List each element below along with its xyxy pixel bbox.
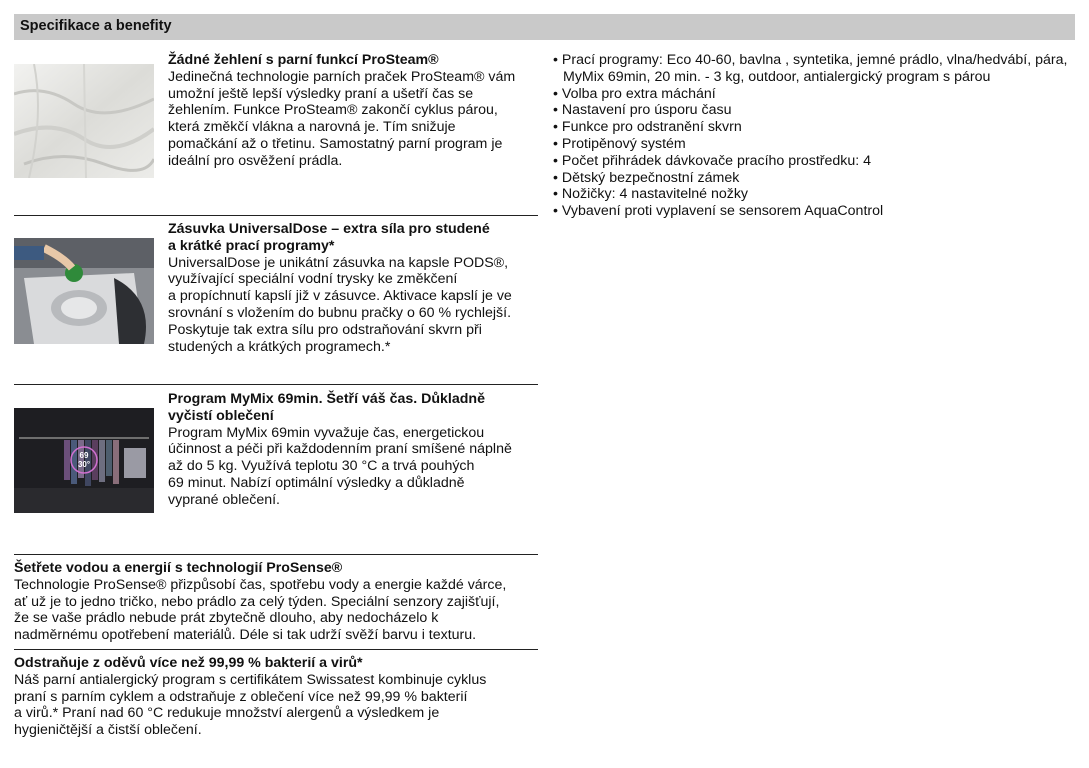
feature-image-universaldose [14,238,154,344]
feature-line: která změkčí vlákna a narovná je. Tím snižuje [168,119,456,136]
feature-line: ideální pro osvěžení prádla. [168,152,343,169]
section-header [14,14,1075,40]
feature-line: vyprané oblečení. [168,491,280,508]
spec-item: • Volba pro extra máchání [553,86,1073,103]
spec-item: • Vybavení proti vyplavení se sensorem AquaControl [553,203,1073,220]
block-line: praní s parním cyklem a odstraňuje z oblečení více než 99,99 % bakterií [14,688,468,705]
block-title: Odstraňuje z oděvů více než 99,99 % bakterií a virů* [14,655,363,671]
block-antibacterial [14,655,538,739]
feature-title: Zásuvka UniversalDose – extra síla pro studené [168,221,490,237]
spec-item: • Nožičky: 4 nastavitelné nožky [553,186,1073,203]
mymix-badge [72,451,96,469]
spec-list [553,52,1073,220]
divider [14,384,538,385]
feature-line: pomačkání až o třetinu. Samostatný parní program je [168,135,503,152]
block-line: hygieničtější a čistší oblečení. [14,722,202,739]
divider [14,649,538,650]
feature-line: UniversalDose je unikátní zásuvka na kapsle PODS®, [168,254,509,271]
feature-text-prosteam [168,52,540,170]
badge-temp: 30° [77,460,91,469]
feature-line: a propíchnutí kapslí již v zásuvce. Aktivace kapslí je ve [168,288,512,305]
spec-item: • Dětský bezpečnostní zámek [553,170,1073,187]
block-line: a virů.* Praní nad 60 °C redukuje množství alergenů a výsledkem je [14,705,440,722]
feature-line: účinnost a péči při každodenním praní smíšené náplně [168,441,512,458]
block-line: ať už je to jedno tričko, nebo prádlo za celý týden. Speciální senzory zajišťují, [14,593,500,610]
feature-line: až do 5 kg. Využívá teplotu 30 °C a trvá pouhých [168,458,475,475]
spec-item: • Nastavení pro úsporu času [553,102,1073,119]
spec-item: • Prací programy: Eco 40-60, bavlna , syntetika, jemné prádlo, vlna/hedvábí, pára, MyMix 69min, 20 min. - 3 kg, outdoor, antialergický program s párou [553,52,1073,86]
block-title: Šetřete vodou a energií s technologií ProSense® [14,560,343,576]
feature-line: srovnání s vložením do bubnu pračky o 60 % rychlejší. [168,304,512,321]
feature-line: žehlením. Funkce ProSteam® zakončí cyklus párou, [168,102,498,119]
feature-text-mymix [168,391,540,509]
block-line: že se vaše prádlo nebude prát zbytečně dlouho, aby nedocházelo k [14,610,439,627]
spec-item: • Protipěnový systém [553,136,1073,153]
feature-text-universaldose [168,221,540,355]
feature-line: využívající speciální vodní trysky ke změkčení [168,271,458,288]
feature-image-prosteam [14,64,154,178]
feature-title: Program MyMix 69min. Šetří váš čas. Důkladně [168,391,485,407]
block-prosense [14,560,538,644]
feature-line: Program MyMix 69min vyvažuje čas, energetickou [168,424,485,441]
feature-line: studených a krátkých programech.* [168,338,391,355]
block-line: Náš parní antialergický program s certifikátem Swissatest kombinuje cyklus [14,671,487,688]
block-line: Technologie ProSense® přizpůsobí čas, spotřebu vody a energie každé várce, [14,576,507,593]
feature-title: Žádné žehlení s parní funkcí ProSteam® [168,52,439,68]
badge-time: 69 [79,451,89,460]
spec-item: • Počet přihrádek dávkovače pracího prostředku: 4 [553,153,1073,170]
feature-title: vyčistí oblečení [168,407,274,424]
section-title: Specifikace a benefity [20,18,172,34]
feature-line: Jedinečná technologie parních praček ProSteam® vám [168,68,516,85]
feature-title: a krátké prací programy* [168,237,335,254]
divider [14,215,538,216]
feature-line: umožní ještě lepší výsledky praní a ušetří čas se [168,85,474,102]
block-line: nadměrnému opotřebení materiálů. Déle si tak udrží svěží barvu i texturu. [14,627,477,644]
spec-item: • Funkce pro odstranění skvrn [553,119,1073,136]
feature-line: Poskytuje tak extra sílu pro odstraňování skvrn při [168,321,482,338]
feature-line: 69 minut. Nabízí optimální výsledky a důkladně [168,474,465,491]
divider [14,554,538,555]
